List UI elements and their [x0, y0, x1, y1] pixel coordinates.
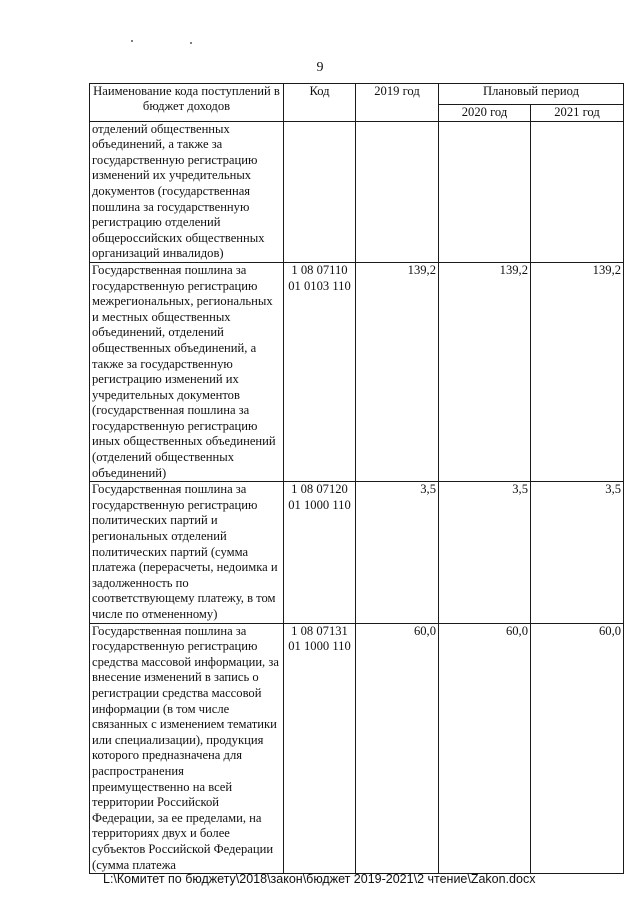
- header-row: [90, 84, 624, 105]
- table-row: [90, 623, 624, 874]
- header-plan-period: Плановый период: [439, 84, 624, 105]
- page-number: 9: [316, 60, 324, 75]
- row-code: 1 08 07131 01 1000 110: [284, 623, 356, 874]
- row-value-2021: 60,0: [531, 623, 624, 874]
- row-value-2020: [439, 121, 531, 262]
- row-value-2020: 60,0: [439, 623, 531, 874]
- row-name: отделений общественных объединений, а также за государственную регистрацию изменений их учредительных документов (государственная пошлина за государственную регистрацию отделений общероссийских общественных организаций инвалидов): [90, 121, 284, 262]
- row-value-2020: 3,5: [439, 482, 531, 623]
- revenue-table: [89, 83, 624, 874]
- row-value-2019: 3,5: [356, 482, 439, 623]
- row-name: Государственная пошлина за государственную регистрацию политических партий и региональных отделений политических партий (сумма платежа (перерасчеты, недоимка и задолженность по соответствующему платежу, в том числе по отмененному): [90, 482, 284, 623]
- row-value-2019: [356, 121, 439, 262]
- header-name: Наименование кода поступлений в бюджет доходов: [90, 84, 284, 122]
- row-value-2019: 60,0: [356, 623, 439, 874]
- table-row: [90, 262, 624, 481]
- scan-speck: [131, 40, 133, 42]
- table-row: [90, 121, 624, 262]
- header-2020: 2020 год: [439, 105, 531, 122]
- row-name: Государственная пошлина за государственную регистрацию средства массовой информации, за внесение изменений в запись о регистрации средства массовой информации (в том числе связанных с изменением тематики или специализации), продукция которого предназначена для распространения преимущественно на всей территории Российской Федерации, за ее пределами, на территориях двух и более субъектов Российской Федерации (сумма платежа: [90, 623, 284, 874]
- header-2019: 2019 год: [356, 84, 439, 122]
- row-value-2021: [531, 121, 624, 262]
- row-value-2021: 139,2: [531, 262, 624, 481]
- row-name: Государственная пошлина за государственную регистрацию межрегиональных, региональных и местных общественных объединений, отделений общественных объединений, а также за государственную регистрацию изменений их учредительных документов (государственная пошлина за государственную регистрацию иных общественных объединений (отделений общественных объединений): [90, 262, 284, 481]
- row-value-2020: 139,2: [439, 262, 531, 481]
- row-value-2021: 3,5: [531, 482, 624, 623]
- table-row: [90, 482, 624, 623]
- row-code: 1 08 07120 01 1000 110: [284, 482, 356, 623]
- scan-speck: [190, 42, 192, 44]
- header-code: Код: [284, 84, 356, 122]
- file-path-footer: L:\Комитет по бюджету\2018\закон\бюджет 2019-2021\2 чтение\Zakon.docx: [103, 872, 536, 886]
- header-2021: 2021 год: [531, 105, 624, 122]
- row-code: 1 08 07110 01 0103 110: [284, 262, 356, 481]
- row-code: [284, 121, 356, 262]
- row-value-2019: 139,2: [356, 262, 439, 481]
